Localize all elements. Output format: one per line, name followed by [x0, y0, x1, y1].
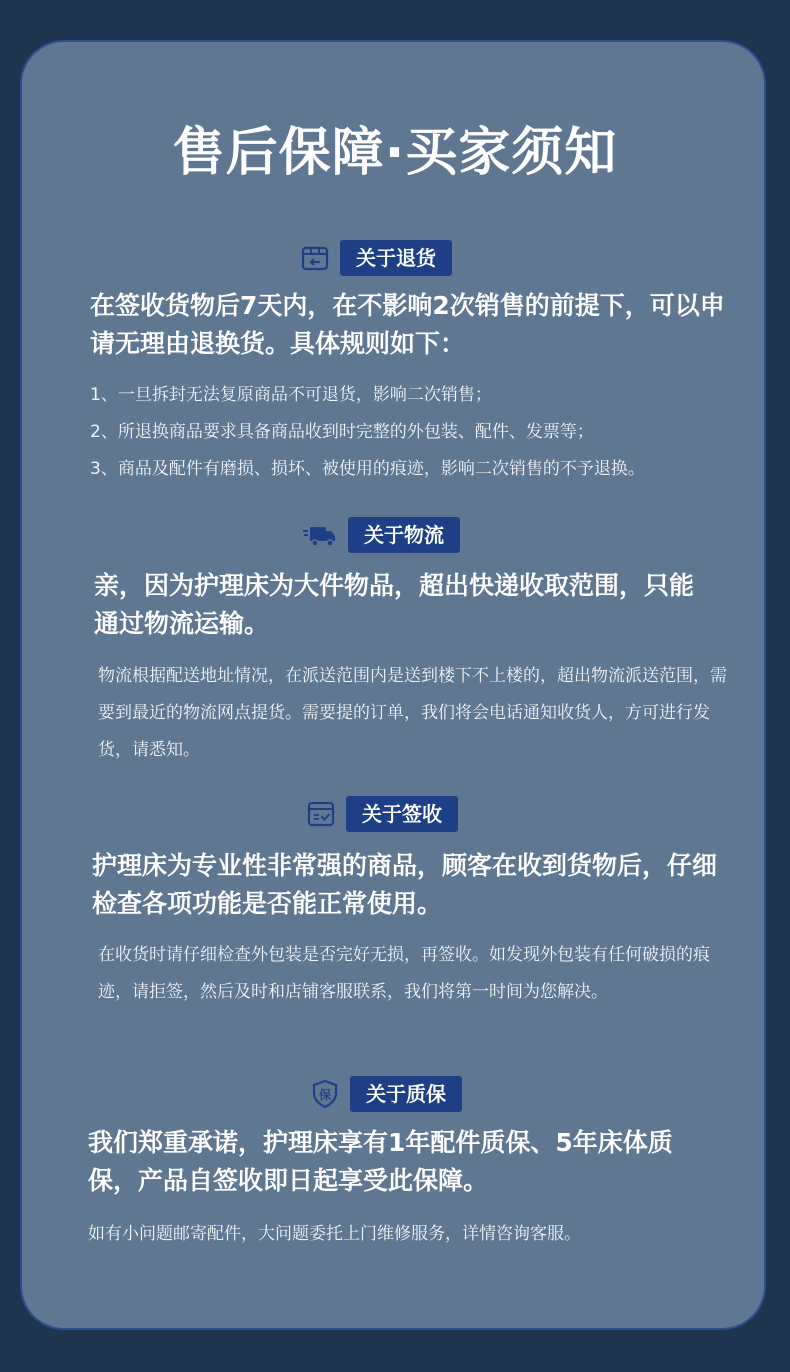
warranty-glyph: 保 [318, 1088, 332, 1102]
warranty-shield-icon [310, 1079, 340, 1109]
section-detail-logistics: 物流根据配送地址情况，在派送范围内是送到楼下不上楼的，超出物流派送范围，需要到最近的物流网点提货。需要提的订单，我们将会电话通知收货人，方可进行发货，请悉知。 [98, 666, 727, 760]
section-header-logistics [302, 517, 460, 553]
section-header-receipt [306, 796, 458, 832]
section-label-receipt: 关于签收 [346, 796, 458, 832]
section-lead-warranty: 我们郑重承诺，护理床享有1年配件质保、5年床体质保，产品自签收即日起享受此保障。 [88, 1128, 673, 1195]
section-label-logistics: 关于物流 [348, 517, 460, 553]
return-rules-list [90, 377, 645, 488]
section-header-warranty [310, 1076, 462, 1112]
section-header-returns [300, 240, 452, 276]
section-detail-warranty: 如有小问题邮寄配件，大问题委托上门维修服务，详情咨询客服。 [88, 1224, 581, 1244]
return-box-icon [300, 243, 330, 273]
list-item: 3、商品及配件有磨损、损坏、被使用的痕迹，影响二次销售的不予退换。 [90, 459, 645, 479]
section-lead-receipt: 护理床为专业性非常强的商品，顾客在收到货物后，仔细检查各项功能是否能正常使用。 [92, 851, 718, 918]
section-lead-returns: 在签收货物后7天内，在不影响2次销售的前提下，可以申请无理由退换货。具体规则如下： [90, 291, 725, 358]
section-label-returns: 关于退货 [340, 240, 452, 276]
section-label-warranty: 关于质保 [350, 1076, 462, 1112]
list-item: 2、所退换商品要求具备商品收到时完整的外包装、配件、发票等； [90, 422, 594, 442]
list-item: 1、一旦拆封无法复原商品不可退货，影响二次销售； [90, 385, 492, 405]
delivery-truck-icon [302, 520, 338, 550]
section-lead-logistics: 亲，因为护理床为大件物品，超出快递收取范围，只能通过物流运输。 [94, 571, 695, 638]
page-title: 售后保障·买家须知 [172, 123, 618, 183]
section-detail-receipt: 在收货时请仔细检查外包装是否完好无损，再签收。如发现外包装有任何破损的痕迹，请拒签，然后及时和店铺客服联系，我们将第一时间为您解决。 [98, 945, 710, 1002]
sign-receipt-icon [306, 799, 336, 829]
